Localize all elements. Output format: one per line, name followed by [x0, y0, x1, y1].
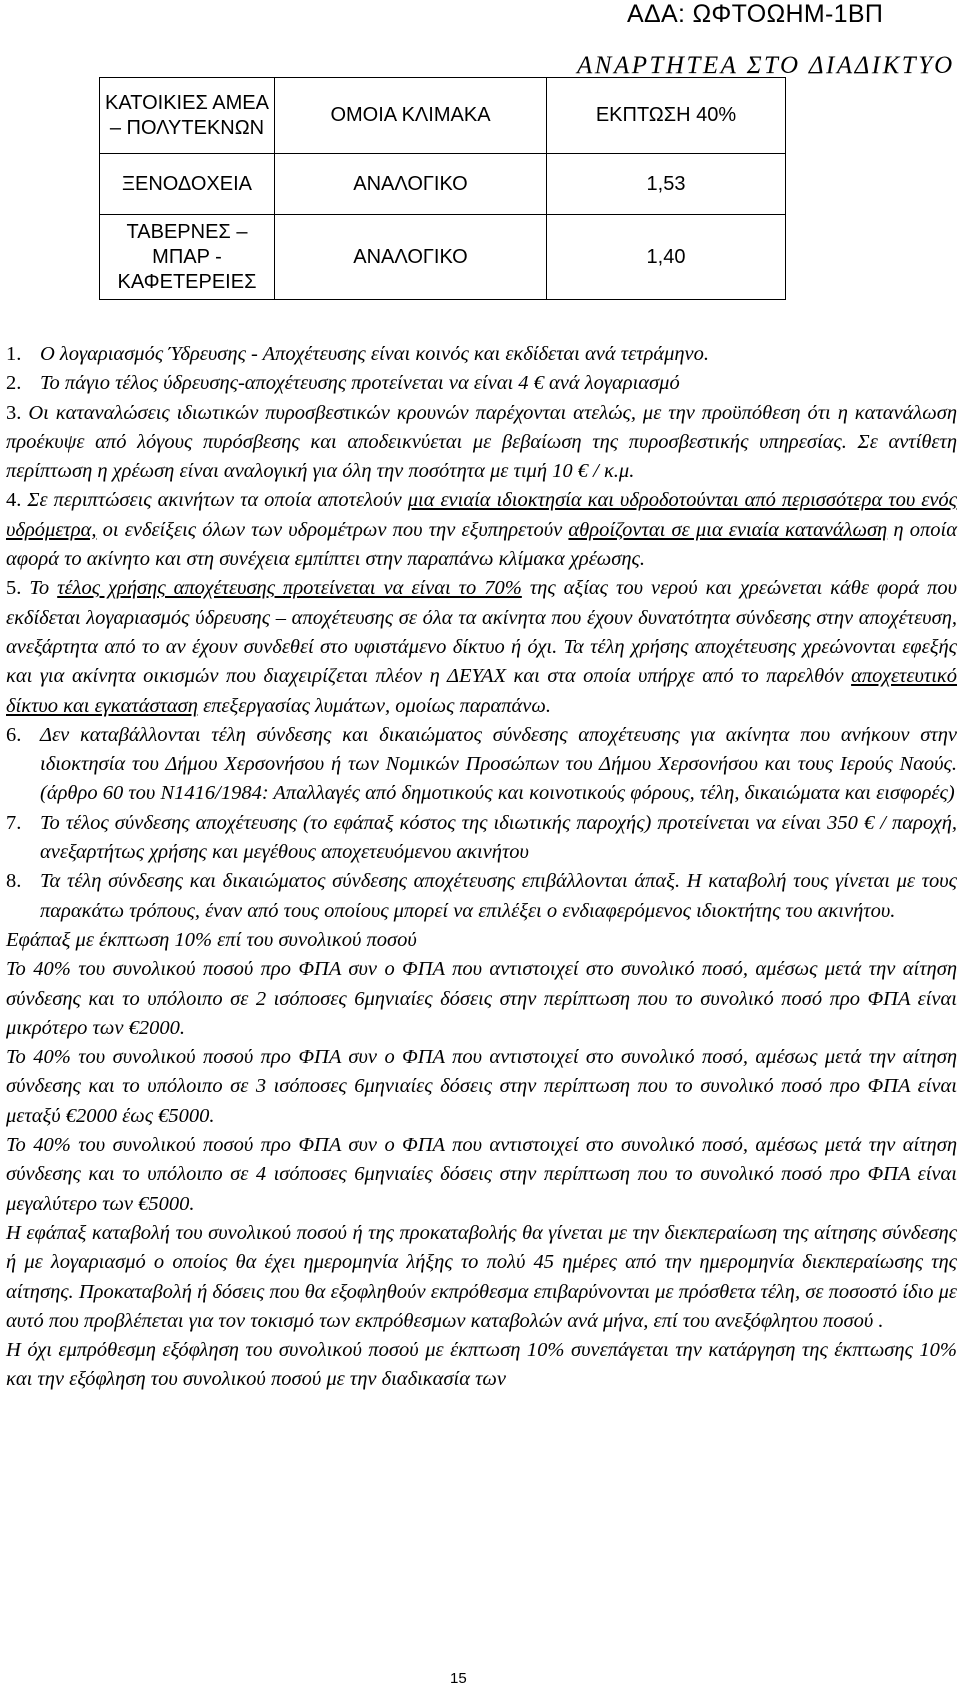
list-item: [6, 721, 957, 809]
list-item: [6, 369, 957, 398]
list-number: 3.: [6, 401, 22, 424]
underlined-text: μια ενιαία ιδιοκτησία και υδροδοτούνται από περισσότερα του ενός υδρόμετρα,: [6, 489, 957, 541]
list-text: Οι καταναλώσεις ιδιωτικών πυροσβεστικών κρουνών παρέχονται ατελώς, με την προϋπόθεση ότι η κατανάλωση προέκυψε από λόγους πυρόσβεσης και αποδεικνύεται με βεβαίωση της πυροσβεστικής υπηρεσίας.: [6, 401, 957, 453]
table-cell: 1,53: [547, 154, 786, 215]
ada-code: ΑΔΑ: ΩΦΤΟΩΗΜ-1ΒΠ: [627, 0, 884, 28]
list-number: 6.: [6, 723, 22, 746]
table-row: [100, 78, 786, 154]
list-text: Το: [29, 577, 58, 600]
paragraph: Το 40% του συνολικού ποσού προ ΦΠΑ συν ο ΦΠΑ που αντιστοιχεί στο συνολικό ποσό, αμέσως μετά την αίτηση σύνδεσης και το υπόλοιπο σε 2 ισόποσες 6μηνιαίες δόσεις στην περίπτωση που το συνολικό ποσό προ ΦΠΑ είναι μικρότερο των €2000.: [6, 958, 957, 1039]
underlined-text: τέλος χρήσης αποχέτευσης προτείνεται να είναι το 70%: [57, 577, 522, 600]
table-cell: ΑΝΑΛΟΓΙΚΟ: [275, 154, 547, 215]
list-number: 8.: [6, 870, 22, 893]
table-cell: ΑΝΑΛΟΓΙΚΟ: [275, 215, 547, 300]
list-text: Δεν καταβάλλονται τέλη σύνδεσης και δικαιώματος σύνδεσης αποχέτευσης για ακίνητα που ανήκουν στην ιδιοκτησία του Δήμου Χερσονήσου ή των Νομικών Προσώπων του Δήμου Χερσονήσου και τους Ιερούς Ναούς.(άρθρο 60 του Ν1416/1984: Απαλλαγές από δημοτικούς και κοινοτικούς φόρους, τέλη, δικαιώματα και εισφορές): [40, 723, 957, 805]
list-item: [6, 340, 957, 369]
page-number: 15: [450, 1670, 467, 1687]
rates-table: [99, 77, 786, 300]
table-cell: ΤΑΒΕΡΝΕΣ – ΜΠΑΡ - ΚΑΦΕΤΕΡΕΙΕΣ: [100, 215, 275, 300]
list-text: Τα τέλη χρήσης αποχέτευσης χρεώνονται εφεξής και για ακίνητα οικισμών που διαχειρίζεται πλέον η ΔΕΥΑΧ και στα οποία υπήρχε από το παρελθόν: [6, 635, 957, 688]
list-item: [6, 867, 957, 926]
list-text: επεξεργασίας λυμάτων, ομοίως παραπάνω.: [197, 694, 551, 717]
list-text: της αξίας του νερού και χρεώνεται κάθε φορά που εκδίδεται λογαριασμός ύδρευσης – αποχέτευσης σε όλα τα ακίνητα που έχουν δυνατότητα σύνδεσης στην αποχέτευση, ανεξάρτητα από το αν έχουν συνδεθεί στο υφιστάμενο δίκτυο ή όχι.: [6, 577, 958, 658]
list-number: 5.: [6, 577, 22, 600]
paragraph: Το 40% του συνολικού ποσού προ ΦΠΑ συν ο ΦΠΑ που αντιστοιχεί στο συνολικό ποσό, αμέσως μετά την αίτηση σύνδεσης και το υπόλοιπο σε 4 ισόποσες 6μηνιαίες δόσεις στην περίπτωση που το συνολικό ποσό προ ΦΠΑ είναι μεγαλύτερο των €5000.: [6, 1134, 957, 1215]
list-text: Σε αντίθετη περίπτωση η χρέωση είναι αναλογική για όλη την ποσότητα με τιμή 10 € / κ.μ.: [6, 430, 957, 483]
table-cell: ΚΑΤΟΙΚΙΕΣ ΑΜΕΑ – ΠΟΛΥΤΕΚΝΩΝ: [100, 78, 275, 154]
paragraph: Εφάπαξ με έκπτωση 10% επί του συνολικού ποσού: [6, 928, 417, 951]
list-text: Σε περιπτώσεις ακινήτων τα οποία αποτελούν: [27, 489, 408, 512]
list-number: 1.: [6, 343, 22, 365]
list-text: οι ενδείξεις όλων των υδρομέτρων που την εξυπηρετούν: [96, 518, 569, 541]
list-text: Ο λογαριασμός Ύδρευσης - Αποχέτευσης είναι κοινός και εκδίδεται ανά τετράμηνο.: [40, 343, 710, 365]
list-number: 2.: [6, 372, 22, 395]
table-row: [100, 215, 786, 300]
list-item: [6, 574, 957, 720]
table-cell: ΞΕΝΟΔΟΧΕΙΑ: [100, 154, 275, 215]
list-number: 7.: [6, 811, 22, 834]
paragraph: Το 40% του συνολικού ποσού προ ΦΠΑ συν ο ΦΠΑ που αντιστοιχεί στο συνολικό ποσό, αμέσως μετά την αίτηση σύνδεσης και το υπόλοιπο σε 3 ισόποσες 6μηνιαίες δόσεις στην περίπτωση που το συνολικό ποσό προ ΦΠΑ είναι μεταξύ €2000 έως €5000.: [6, 1046, 957, 1127]
table-cell: 1,40: [547, 215, 786, 300]
table-cell: ΕΚΠΤΩΣΗ 40%: [547, 78, 786, 154]
list-text: Το τέλος σύνδεσης αποχέτευσης (το εφάπαξ κόστος της ιδιωτικής παροχής) προτείνεται να είναι 350 € / παροχή, ανεξαρτήτως χρήσης και μεγέθους αποχετευόμενου ακινήτου: [40, 811, 957, 864]
list-item: [6, 486, 957, 574]
list-number: 4.: [6, 489, 22, 512]
document-body: [6, 340, 957, 1395]
list-text: Τα τέλη σύνδεσης και δικαιώματος σύνδεσης αποχέτευσης επιβάλλονται άπαξ. Η καταβολή τους γίνεται με τους παρακάτω τρόπους, έναν από τους οποίους μπορεί να επιλέξει ο ενδιαφερόμενος ιδιοκτήτης του ακινήτου.: [40, 870, 957, 922]
list-item: [6, 809, 957, 868]
underlined-text: αποχετευτικό δίκτυο και εγκατάσταση: [6, 665, 957, 717]
list-text: Το πάγιο τέλος ύδρευσης-αποχέτευσης προτείνεται να είναι 4 € ανά λογαριασμό: [40, 372, 680, 395]
underlined-text: αθροίζονται σε μια ενιαία κατανάλωση: [568, 518, 888, 541]
paragraph: Η εφάπαξ καταβολή του συνολικού ποσού ή της προκαταβολής θα γίνεται με την διεκπεραίωση της αίτησης σύνδεσης ή με λογαριασμό ο οποίος θα έχει ημερομηνία λήξης το πολύ 45 ημέρες από την ημερομηνία διεκπεραίωσης της αίτησης. Προκαταβολή ή δόσεις που θα εξοφληθούν εκπρόθεσμα επιβαρύνονται με πρόσθετα τέλη, σε ποσοστό ίδιο με αυτό που προβλέπεται για τον τοκισμό των εκπρόθεσμων καταβολών ανά μήνα, επί του ανεξόφλητου ποσού .: [6, 1221, 957, 1332]
paragraph: Η όχι εμπρόθεσμη εξόφληση του συνολικού ποσού με έκπτωση 10% συνεπάγεται την κατάργηση της έκπτωσης 10% και την εξόφληση του συνολικού ποσού με την διαδικασία των: [6, 1339, 957, 1391]
table-row: [100, 154, 786, 215]
list-text: η οποία αφορά το ακίνητο και στη συνέχεια εμπίπτει στην παραπάνω κλίμακα χρέωσης.: [6, 518, 957, 571]
table-cell: ΟΜΟΙΑ ΚΛΙΜΑΚΑ: [275, 78, 547, 154]
list-item: [6, 399, 957, 487]
publish-online-label: ΑΝΑΡΤΗΤΕΑ ΣΤΟ ΔΙΑΔΙΚΤΥΟ: [577, 52, 955, 79]
